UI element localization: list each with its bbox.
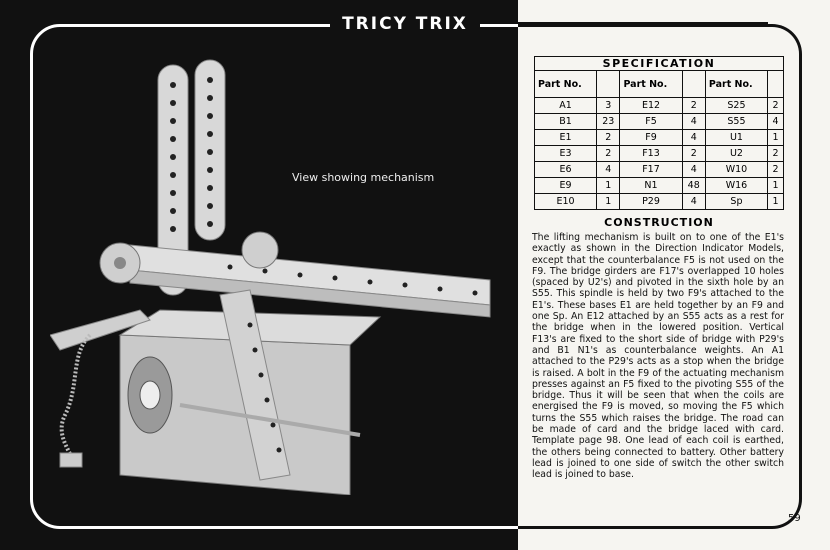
quantity: 4 xyxy=(597,162,620,178)
quantity: 1 xyxy=(597,178,620,194)
part-no: F13 xyxy=(620,146,682,162)
table-row xyxy=(535,178,784,194)
part-no: P29 xyxy=(620,194,682,210)
page-title: TRICY TRIX xyxy=(330,12,480,36)
specification-table xyxy=(534,70,784,210)
column-header: Part No. xyxy=(620,71,682,98)
quantity: 4 xyxy=(682,130,705,146)
quantity: 23 xyxy=(597,114,620,130)
quantity: 2 xyxy=(682,98,705,114)
quantity: 3 xyxy=(597,98,620,114)
pulley-wheel-3 xyxy=(242,232,278,268)
column-header xyxy=(682,71,705,98)
quantity: 4 xyxy=(768,114,784,130)
table-row xyxy=(535,194,784,210)
quantity: 1 xyxy=(768,194,784,210)
coil-lead xyxy=(62,335,90,465)
construction-title: CONSTRUCTION xyxy=(604,216,714,229)
part-no: E1 xyxy=(535,130,597,146)
part-no: S55 xyxy=(705,114,767,130)
model-photo xyxy=(50,55,510,495)
part-no: E12 xyxy=(620,98,682,114)
quantity: 4 xyxy=(682,194,705,210)
part-no: E6 xyxy=(535,162,597,178)
part-no: F9 xyxy=(620,130,682,146)
part-no: B1 xyxy=(535,114,597,130)
construction-text: The lifting mechanism is built on to one of the E1's exactly as shown in the Direction Indicator Models, except that the counterbalance F5 is not used on the F9. The bridge girders are F17's overlapped 10 holes (spaced by U2's) and pivoted in the sixth hole by an S55. This spindle is held by two F9's attached to the E1's. These bases E1 are held together by an F9 and one Sp. An E12 attached by an S55 acts as a rest for the bridge when in the lowered position. Vertical F13's are fixed to the short side of bridge with P29's and B1 N1's as counterbalance weights. An A1 attached to the P29's acts as a stop when the bridge is raised. A bolt in the F9 of the actuating mechanism presses against an F5 fixed to the pivoting S55 of the bridge. Thus it will be seen that when the coils are energised the F9 is moved, so moving the F5 which turns the S55 which raises the bridge. The road can be made of card and the bridge laced with card. Template page 98. One lead of each coil is earthed, the others being connected to battery. Other battery lead is joined to one side of switch the other switch lead is joined to base. xyxy=(532,232,784,481)
specification-title: SPECIFICATION xyxy=(534,56,784,70)
quantity: 2 xyxy=(682,146,705,162)
table-header-row xyxy=(535,71,784,98)
quantity: 1 xyxy=(597,194,620,210)
photo-caption: View showing mechanism xyxy=(292,171,435,184)
pulley-wheel-2 xyxy=(114,257,126,269)
part-no: U2 xyxy=(705,146,767,162)
part-no: E9 xyxy=(535,178,597,194)
quantity: 2 xyxy=(768,98,784,114)
header-rule xyxy=(518,22,768,25)
part-no: E10 xyxy=(535,194,597,210)
quantity: 1 xyxy=(768,178,784,194)
table-row xyxy=(535,114,784,130)
coil-2 xyxy=(140,381,160,409)
part-no: E3 xyxy=(535,146,597,162)
quantity: 4 xyxy=(682,114,705,130)
quantity: 48 xyxy=(682,178,705,194)
column-header: Part No. xyxy=(535,71,597,98)
table-row xyxy=(535,162,784,178)
table-row xyxy=(535,98,784,114)
part-no: W16 xyxy=(705,178,767,194)
quantity: 2 xyxy=(768,146,784,162)
part-no: U1 xyxy=(705,130,767,146)
quantity: 2 xyxy=(597,130,620,146)
column-header xyxy=(597,71,620,98)
quantity: 2 xyxy=(597,146,620,162)
part-no: N1 xyxy=(620,178,682,194)
column-header: Part No. xyxy=(705,71,767,98)
quantity: 2 xyxy=(768,162,784,178)
page-number: 59 xyxy=(788,513,801,524)
part-no: Sp xyxy=(705,194,767,210)
part-no: W10 xyxy=(705,162,767,178)
quantity: 1 xyxy=(768,130,784,146)
table-row xyxy=(535,130,784,146)
lead-terminal xyxy=(60,453,82,467)
quantity: 4 xyxy=(682,162,705,178)
part-no: F17 xyxy=(620,162,682,178)
part-no: S25 xyxy=(705,98,767,114)
table-row xyxy=(535,146,784,162)
column-header xyxy=(768,71,784,98)
part-no: A1 xyxy=(535,98,597,114)
part-no: F5 xyxy=(620,114,682,130)
